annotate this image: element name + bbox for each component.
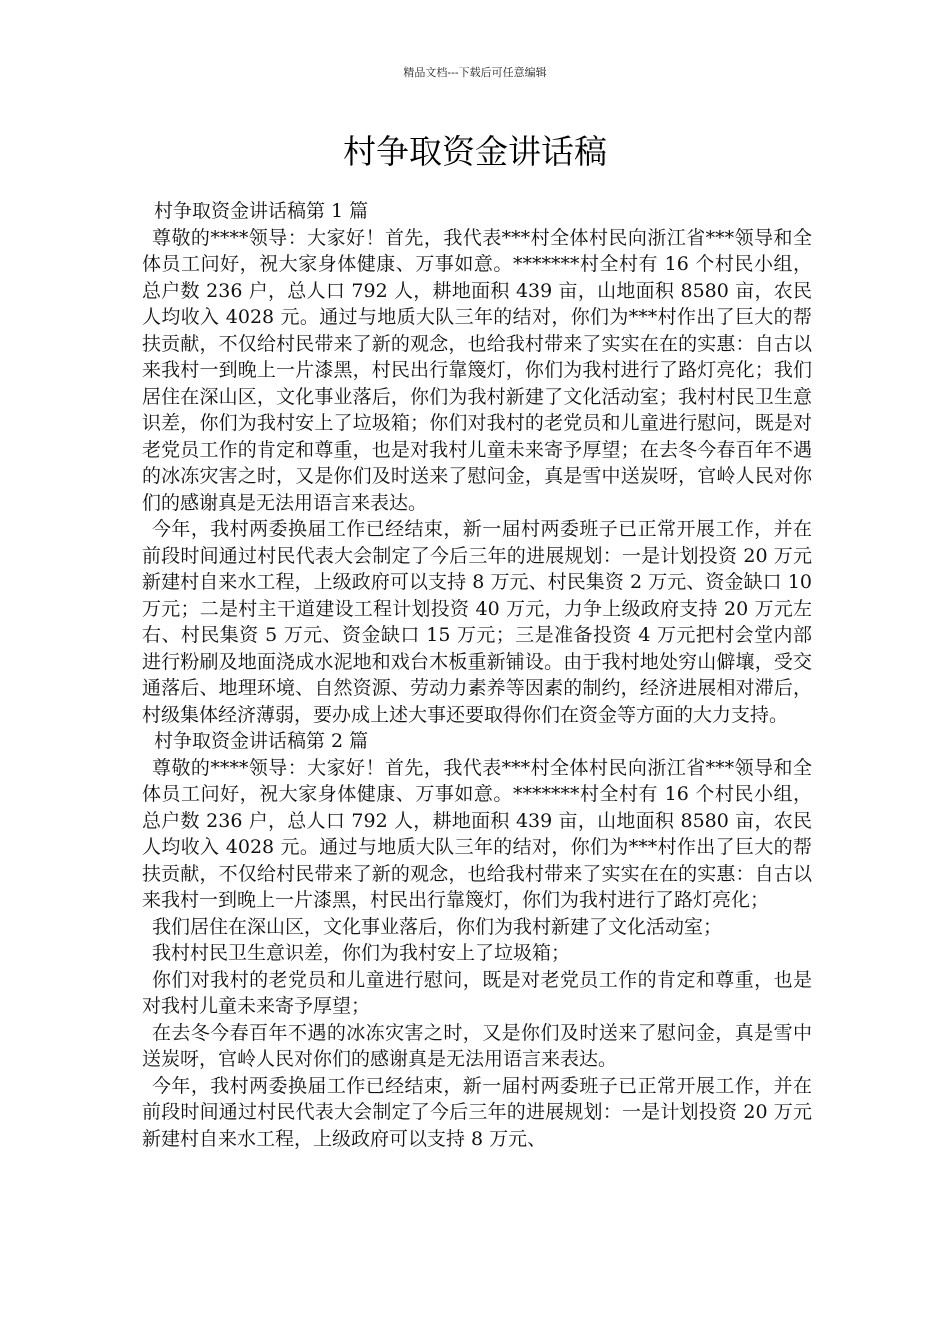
paragraph: 尊敬的****领导：大家好！首先，我代表***村全体村民向浙江省***领导和全体员工问好，祝大家身体健康、万事如意。*******村全村有 16 个村民小组，总户数 236 户，总人口 792 人，耕地面积 439 亩，山地面积 8580 亩，农民人均收入 4028 元。通过与地质大队三年的结对，你们为***村作出了巨大的帮扶贡献，不仅给村民带来了新的观念，也给我村带来了实实在在的实惠：自古以来我村一到晚上一片漆黑，村民出行靠篾灯，你们为我村进行了路灯亮化； — [142, 756, 812, 911]
paragraph: 我村村民卫生意识差，你们为我村安上了垃圾箱； — [152, 942, 571, 964]
paragraph: 今年，我村两委换届工作已经结束，新一届村两委班子已正常开展工作，并在前段时间通过村民代表大会制定了今后三年的进展规划：一是计划投资 20 万元新建村自来水工程，上级政府可以支持 8 万元、 — [142, 1074, 812, 1150]
page-header: 精品文档---下载后可任意编辑 — [403, 66, 547, 79]
paragraph: 我们居住在深山区，文化事业落后，你们为我村新建了文化活动室； — [152, 915, 723, 938]
paragraph: 在去冬今春百年不遇的冰冻灾害之时，又是你们及时送来了慰问金，真是雪中送炭呀，官岭人民对你们的感谢真是无法用语言来表达。 — [142, 1021, 812, 1070]
section-heading: 村争取资金讲话稿第 1 篇 — [154, 200, 369, 222]
paragraph: 你们对我村的老党员和儿童进行慰问，既是对老党员工作的肯定和尊重，也是对我村儿童未来寄予厚望； — [142, 968, 812, 1017]
document-title: 村争取资金讲话稿 — [343, 132, 607, 171]
document-body — [142, 198, 812, 1152]
paragraph: 今年，我村两委换届工作已经结束，新一届村两委班子已正常开展工作，并在前段时间通过村民代表大会制定了今后三年的进展规划：一是计划投资 20 万元新建村自来水工程，上级政府可以支持 8 万元、村民集资 2 万元、资金缺口 10 万元；二是村主干道建设工程计划投资 40 万元，力争上级政府支持 20 万元左右、村民集资 5 万元、资金缺口 15 万元；三是准备投资 4 万元把村会堂内部进行粉刷及地面浇成水泥地和戏台木板重新铺设。由于我村地处穷山僻壤，受交通落后、地理环境、自然资源、劳动力素养等因素的制约，经济进展相对滞后，村级集体经济薄弱，要办成上述大事还要取得你们在资金等方面的大力支持。 — [142, 518, 812, 726]
paragraph: 尊敬的****领导：大家好！首先，我代表***村全体村民向浙江省***领导和全体员工问好，祝大家身体健康、万事如意。*******村全村有 16 个村民小组，总户数 236 户，总人口 792 人，耕地面积 439 亩，山地面积 8580 亩，农民人均收入 4028 元。通过与地质大队三年的结对，你们为***村作出了巨大的帮扶贡献，不仅给村民带来了新的观念，也给我村带来了实实在在的实惠：自古以来我村一到晚上一片漆黑，村民出行靠篾灯，你们为我村进行了路灯亮化；我们居住在深山区，文化事业落后，你们为我村新建了文化活动室；我村村民卫生意识差，你们为我村安上了垃圾箱；你们对我村的老党员和儿童进行慰问，既是对老党员工作的肯定和尊重，也是对我村儿童未来寄予厚望；在去冬今春百年不遇的冰冻灾害之时，又是你们及时送来了慰问金，真是雪中送炭呀，官岭人民对你们的感谢真是无法用语言来表达。 — [142, 226, 812, 514]
section-heading: 村争取资金讲话稿第 2 篇 — [154, 730, 369, 752]
